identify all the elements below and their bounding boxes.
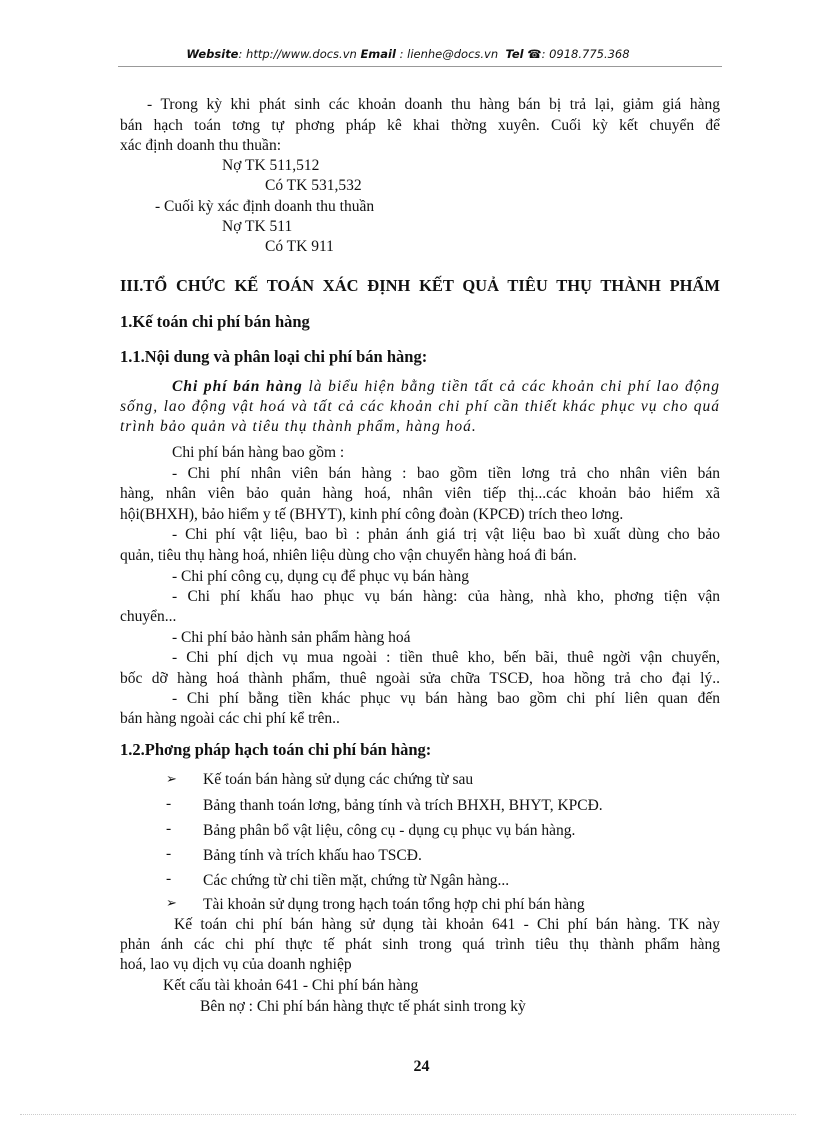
list-item: Bảng thanh toán lơng, bảng tính và trích BHXH, BHYT, KPCĐ.	[203, 797, 603, 814]
list-item: Bảng tính và trích khấu hao TSCĐ.	[203, 847, 422, 864]
email-address[interactable]: : lienhe@docs.vn	[399, 47, 499, 61]
email-label: Email	[360, 47, 396, 61]
paragraph-line: hàng, nhân viên bảo quản hàng hoá, nhân viên tiếp thị...các khoản bảo hiểm xã	[120, 485, 720, 502]
paragraph-line: - Chi phí bằng tiền khác phục vụ bán hàng bao gồm chi phí liên quan đến	[172, 690, 720, 707]
paragraph-line: Kế toán chi phí bán hàng sử dụng tài khoản 641 - Chi phí bán hàng. TK này	[174, 916, 720, 933]
paragraph-line: - Chi phí khấu hao phục vụ bán hàng: của hàng, nhà kho, phơng tiện vận	[172, 588, 720, 605]
subsection-heading: 1.1.Nội dung và phân loại chi phí bán hàng:	[120, 347, 428, 366]
website-label: Website	[186, 47, 239, 61]
paragraph-line: hoá, lao vụ dịch vụ của doanh nghiệp	[120, 956, 352, 973]
paragraph-line: Bên nợ : Chi phí bán hàng thực tế phát sinh trong kỳ	[200, 998, 526, 1015]
definition-line: sống, lao động vật hoá và tất cả các khoản chi phí cần thiết khác phục vụ cho quá	[120, 398, 720, 415]
paragraph-line: xác định doanh thu thuần:	[120, 137, 281, 154]
paragraph-line: - Chi phí bảo hành sản phẩm hàng hoá	[172, 629, 411, 646]
page-number: 24	[413, 1058, 430, 1075]
paragraph-line: - Cuối kỳ xác định doanh thu thuần	[155, 198, 375, 215]
dash-bullet: -	[166, 870, 172, 887]
definition-term: Chi phí bán hàng	[172, 378, 303, 395]
dash-bullet: -	[166, 820, 172, 837]
page-bottom-divider	[20, 1114, 796, 1115]
tel-number: : 0918.775.368	[541, 47, 630, 61]
paragraph-line: Chi phí bán hàng bao gồm :	[172, 444, 345, 461]
paragraph-line: - Chi phí vật liệu, bao bì : phản ánh giá trị vật liệu bao bì xuất dùng cho bảo	[172, 526, 720, 543]
paragraph-line: hội(BHXH), bảo hiểm y tế (BHYT), kinh phí công đoàn (KPCĐ) trích theo lơng.	[120, 506, 624, 523]
definition-line: trình bảo quản và tiêu thụ thành phẩm, hàng hoá.	[120, 418, 477, 435]
subsection-heading: 1.Kế toán chi phí bán hàng	[120, 312, 310, 331]
definition-line	[172, 377, 720, 397]
dash-bullet: -	[166, 795, 172, 812]
entry-credit: Có TK 911	[265, 238, 334, 255]
paragraph-line: - Chi phí dịch vụ mua ngoài : tiền thuê kho, bến bãi, thuê ngời vận chuyển,	[172, 649, 720, 666]
website-url[interactable]: : http://www.docs.vn	[238, 47, 357, 61]
subsection-heading: 1.2.Phơng pháp hạch toán chi phí bán hàng:	[120, 740, 432, 759]
entry-credit: Có TK 531,532	[265, 177, 362, 194]
paragraph-line: bốc dỡ hàng hoá thành phẩm, thuê ngoài sửa chữa TSCĐ, hoa hồng trả cho đại lý..	[120, 670, 720, 687]
paragraph-line: bán hạch toán tơng tự phơng pháp kê khai thờng xuyên. Cuối kỳ kết chuyển để	[120, 117, 720, 134]
entry-debit: Nợ TK 511,512	[222, 157, 320, 174]
section-heading: III.TỔ CHỨC KẾ TOÁN XÁC ĐỊNH KẾT QUẢ TIÊU THỤ THÀNH PHẨM	[120, 276, 720, 295]
tel-label: Tel	[505, 47, 524, 61]
arrow-bullet-icon: ➢	[166, 895, 177, 910]
entry-debit: Nợ TK 511	[222, 218, 293, 235]
paragraph-line: quản, tiêu thụ hàng hoá, nhiên liệu dùng cho vận chuyển hàng hoá đi bán.	[120, 547, 577, 564]
paragraph-line: phản ánh các chi phí thực tế phát sinh trong quá trình tiêu thụ thành phẩm hàng	[120, 936, 720, 953]
paragraph-line: - Trong kỳ khi phát sinh các khoản doanh thu hàng bán bị trả lại, giảm giá hàng	[147, 96, 720, 113]
paragraph-line: chuyển...	[120, 608, 177, 625]
phone-icon: ☎	[527, 47, 542, 61]
list-item: Tài khoản sử dụng trong hạch toán tổng hợp chi phí bán hàng	[203, 896, 585, 913]
header-divider	[118, 66, 722, 67]
dash-bullet: -	[166, 845, 172, 862]
paragraph-line: bán hàng ngoài các chi phí kể trên..	[120, 710, 340, 727]
definition-text: là biểu hiện bằng tiền tất cả các khoản chi phí lao động	[302, 378, 720, 395]
list-item: Các chứng từ chi tiền mặt, chứng từ Ngân hàng...	[203, 872, 510, 889]
page-header	[0, 47, 816, 61]
paragraph-line: - Chi phí nhân viên bán hàng : bao gồm tiền lơng trả cho nhân viên bán	[172, 465, 720, 482]
arrow-bullet-icon: ➢	[166, 771, 177, 786]
list-item: Kế toán bán hàng sử dụng các chứng từ sau	[203, 771, 474, 788]
list-item: Bảng phân bổ vật liệu, công cụ - dụng cụ phục vụ bán hàng.	[203, 822, 576, 839]
paragraph-line: Kết cấu tài khoản 641 - Chi phí bán hàng	[163, 977, 419, 994]
paragraph-line: - Chi phí công cụ, dụng cụ để phục vụ bán hàng	[172, 568, 470, 585]
